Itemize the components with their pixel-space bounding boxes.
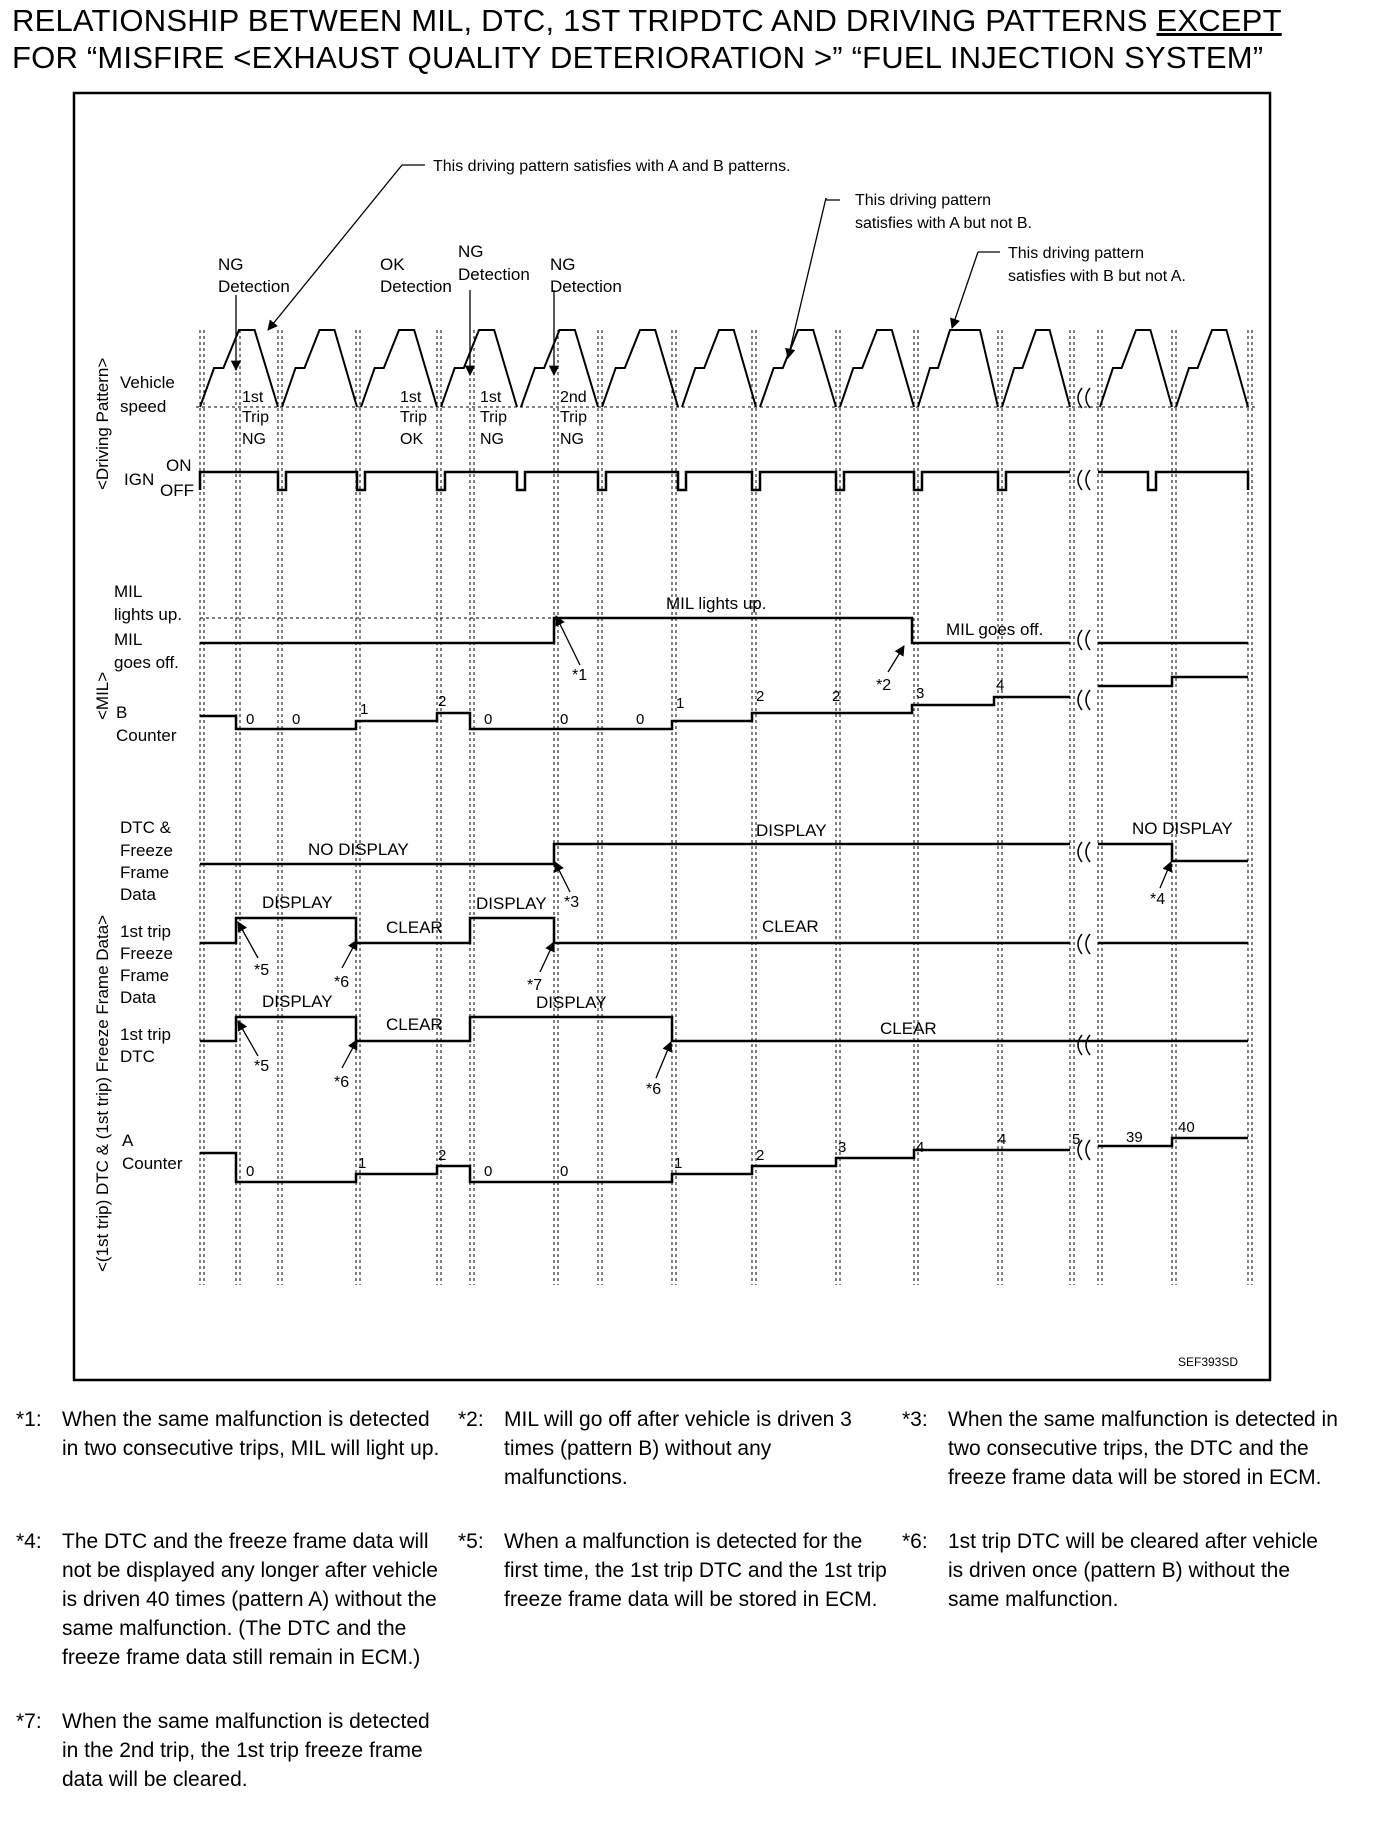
trip-2-l2: Trip	[400, 409, 427, 426]
b-counter-value: 2	[832, 688, 841, 705]
label-dtc-3: Frame	[120, 863, 170, 882]
b-counter-value: 0	[246, 711, 255, 728]
trip-3-l2: Trip	[480, 409, 507, 426]
trip-profile	[682, 330, 756, 407]
state-ff-clear-2: CLEAR	[762, 917, 819, 936]
detection-1-l1: NG	[218, 255, 244, 274]
b-counter-value: 4	[996, 677, 1005, 694]
state-ff-display-2: DISPLAY	[476, 894, 547, 913]
a-counter-value: 3	[838, 1139, 847, 1156]
state-ff-clear-1: CLEAR	[386, 918, 443, 937]
b-counter-value: 0	[636, 711, 645, 728]
label-off: OFF	[160, 481, 194, 500]
mark-6b: *6	[334, 1074, 350, 1091]
trip-1-l2: Trip	[242, 409, 269, 426]
trip-profile	[282, 330, 357, 407]
trip-2-l3: OK	[400, 431, 424, 448]
detection-2-l1: OK	[380, 255, 405, 274]
time-break-marks	[1078, 388, 1090, 1160]
label-ign: IGN	[124, 470, 155, 489]
trip-4-l2: Trip	[560, 409, 587, 426]
callout-b-not-a-2: satisfies with B but not A.	[1008, 268, 1186, 285]
break-mark	[1078, 470, 1082, 490]
detection-1-l2: Detection	[218, 277, 290, 296]
label-vehicle: Vehicle	[120, 373, 175, 392]
break-mark	[1086, 934, 1090, 954]
callout-a-and-b: This driving pattern satisfies with A and B patterns.	[433, 158, 791, 175]
side-label-mil: <MIL>	[93, 671, 112, 720]
trip-3-l1: 1st	[480, 389, 502, 406]
trip-2-l1: 1st	[400, 389, 422, 406]
b-counter-value: 2	[756, 688, 765, 705]
break-mark	[1086, 842, 1090, 862]
mark-6c: *6	[646, 1081, 662, 1098]
callout-a-not-b-2: satisfies with A but not B.	[855, 215, 1032, 232]
mark-3: *3	[564, 894, 580, 911]
mark-4: *4	[1150, 891, 1166, 908]
trip-profile	[760, 330, 836, 407]
trip-1-l1: 1st	[242, 389, 264, 406]
figure-code: SEF393SD	[1178, 1355, 1239, 1369]
b-counter-value: 0	[484, 711, 493, 728]
callout-a-not-b-1: This driving pattern	[855, 192, 992, 209]
label-mil-off-1: MIL	[114, 630, 143, 649]
trip-3-l3: NG	[480, 431, 504, 448]
vehicle-speed-trace	[200, 330, 1248, 407]
mil-trace	[200, 618, 1248, 643]
label-ff-4: Data	[120, 988, 156, 1007]
a-counter-value: 40	[1178, 1119, 1195, 1136]
trip-1-l3: NG	[242, 431, 266, 448]
label-a-counter-2: Counter	[122, 1154, 183, 1173]
trip-profile	[918, 330, 998, 407]
label-ff-2: Freeze	[120, 944, 173, 963]
label-a-counter-1: A	[122, 1131, 134, 1150]
label-ff-3: Frame	[120, 966, 170, 985]
a-counter-value: 0	[246, 1163, 255, 1180]
title-line-1: RELATIONSHIP BETWEEN MIL, DTC, 1ST TRIPDTC AND DRIVING PATTERNS	[12, 3, 1157, 38]
label-tdtc-2: DTC	[120, 1047, 155, 1066]
label-speed: speed	[120, 397, 167, 416]
trip-profile	[1002, 330, 1070, 407]
label-mil-up-2: lights up.	[114, 605, 183, 624]
detection-3-l2: Detection	[458, 265, 530, 284]
label-dtc-1: DTC &	[120, 818, 171, 837]
b-counter-value: 0	[292, 711, 301, 728]
state-td-display-2: DISPLAY	[536, 993, 607, 1012]
break-mark	[1086, 1140, 1090, 1160]
b-counter-value: 3	[916, 685, 925, 702]
label-tdtc-1: 1st trip	[120, 1025, 172, 1044]
trip-profile	[441, 330, 517, 407]
label-on: ON	[166, 456, 192, 475]
break-mark	[1078, 690, 1082, 710]
b-counter-value: 0	[560, 711, 569, 728]
break-mark	[1086, 630, 1090, 650]
ign-trace	[200, 472, 1248, 490]
state-td-clear-2: CLEAR	[880, 1019, 937, 1038]
state-td-display-1: DISPLAY	[262, 992, 333, 1011]
trip-profile	[840, 330, 914, 407]
detection-4-l1: NG	[550, 255, 576, 274]
a-counter-value: 0	[484, 1163, 493, 1180]
detection-3-l1: NG	[458, 242, 484, 261]
a-counter-value: 4	[998, 1131, 1007, 1148]
label-dtc-2: Freeze	[120, 841, 173, 860]
label-mil-off-2: goes off.	[114, 653, 179, 672]
mark-1: *1	[572, 667, 588, 684]
break-mark	[1078, 842, 1082, 862]
detection-2-l2: Detection	[380, 277, 452, 296]
state-mil-lights-up: MIL lights up.	[666, 594, 767, 613]
state-display: DISPLAY	[756, 821, 827, 840]
mark-6a: *6	[334, 974, 350, 991]
label-dtc-4: Data	[120, 885, 156, 904]
tdtc-trace	[200, 1017, 1248, 1041]
break-mark	[1086, 690, 1090, 710]
mark-5b: *5	[254, 1058, 270, 1075]
a-counter-value: 2	[756, 1147, 765, 1164]
state-mil-goes-off: MIL goes off.	[946, 620, 1044, 639]
mark-7: *7	[527, 977, 543, 994]
trip-4-l1: 2nd	[560, 389, 587, 406]
a-counter-value: 0	[560, 1163, 569, 1180]
break-mark	[1086, 388, 1090, 408]
mark-5a: *5	[254, 962, 270, 979]
trip-profile	[361, 330, 437, 407]
a-counter-value: 1	[358, 1155, 367, 1172]
label-ff-1: 1st trip	[120, 922, 172, 941]
break-mark	[1078, 1035, 1082, 1055]
break-mark	[1078, 388, 1082, 408]
ff-trace	[200, 918, 1248, 943]
side-label-dtc: <(1st trip) DTC & (1st trip) Freeze Frame Data>	[93, 914, 112, 1272]
break-mark	[1086, 1035, 1090, 1055]
title-except: EXCEPT	[1156, 3, 1282, 38]
trip-profile	[200, 330, 278, 407]
b-counter-value: 2	[438, 693, 447, 710]
b-counter-value: 1	[360, 701, 369, 718]
b-counter-trace	[200, 677, 1248, 729]
state-ff-display-1: DISPLAY	[262, 893, 333, 912]
break-mark	[1078, 934, 1082, 954]
state-td-clear-1: CLEAR	[386, 1015, 443, 1034]
state-no-display-2: NO DISPLAY	[1132, 819, 1233, 838]
mark-2: *2	[876, 677, 892, 694]
callout-b-not-a-1: This driving pattern	[1008, 245, 1145, 262]
side-label-driving: <Driving Pattern>	[93, 357, 112, 490]
trip-4-l3: NG	[560, 431, 584, 448]
label-b-counter-2: Counter	[116, 726, 177, 745]
a-counter-value: 39	[1126, 1129, 1143, 1146]
a-counter-value: 4	[916, 1139, 925, 1156]
state-no-display: NO DISPLAY	[308, 840, 409, 859]
a-counter-value: 5	[1072, 1131, 1081, 1148]
break-mark	[1078, 630, 1082, 650]
label-b-counter-1: B	[116, 703, 128, 722]
trip-profile	[602, 330, 678, 407]
a-counter-value: 1	[674, 1155, 683, 1172]
trip-profile	[1176, 330, 1248, 407]
trip-profile	[1100, 330, 1172, 407]
a-counter-value: 2	[438, 1147, 447, 1164]
label-mil-up-1: MIL	[114, 582, 143, 601]
b-counter-value: 1	[676, 695, 685, 712]
title-line-2: FOR “MISFIRE <EXHAUST QUALITY DETERIORATION >” “FUEL INJECTION SYSTEM”	[12, 40, 1264, 75]
detection-4-l2: Detection	[550, 277, 622, 296]
break-mark	[1086, 470, 1090, 490]
